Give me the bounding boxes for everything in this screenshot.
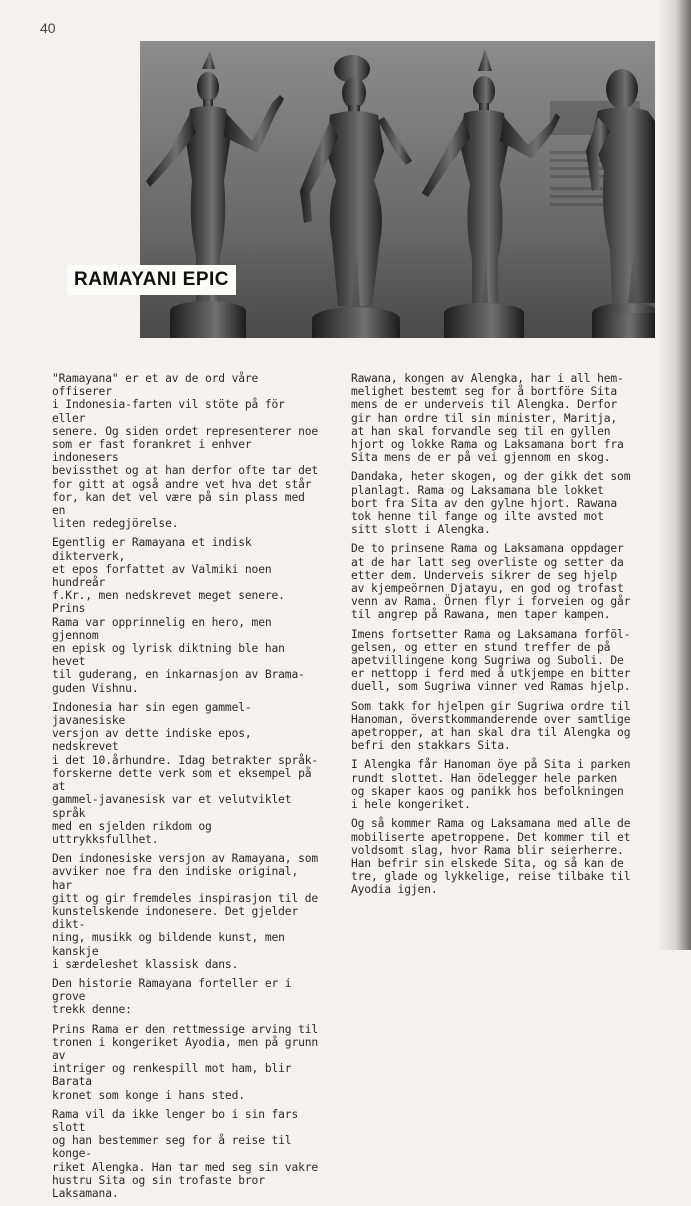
- paragraph: Den historie Ramayana forteller er i grove trekk denne:: [52, 976, 292, 1017]
- paragraph: Den indonesiske versjon av Ramayana, som avviker noe fra den indiske original, har gitt og gir fremdeles inspirasjon til de kunstelskende indonesere. Det gjelder dikt- ning, musikk og bildende kunst, men kanskje i særdeleshet klassisk dans.: [52, 852, 319, 971]
- paragraph: "Ramayana" er et av de ord våre offiserer i Indonesia-farten vil stöte på för eller senere. Og siden ordet representerer noe som er fast forankret i enhver indonesers bevissthet og at han derfor ofte tar det for gitt at også andre vet hva det står for, kan det vel være på sin plass med en liten redegjörelse.: [52, 372, 319, 531]
- paragraph: De to prinsene Rama og Laksamana oppdager at de har latt seg overliste og setter da etter dem. Underveis sikrer de seg hjelp av kjempeörnen Djatayu, en god og trofast venn av Rama. Örnen flyr i forveien og går til angrep på Rawana, men taper kampen.: [351, 542, 631, 622]
- paragraph: Rama vil da ikke lenger bo i sin fars slott og han bestemmer seg for å reise til konge- riket Alengka. Han tar med seg sin vakre hustru Sita og sin trofaste bror Laksamana.: [52, 1107, 319, 1200]
- paragraph: Og så kommer Rama og Laksamana med alle de mobiliserte apetroppene. Det kommer til et voldsomt slag, hvor Rama blir seierherre. Han befrir sin elskede Sita, og så kan de tre, glade og lykkelige, reise tilbake til Ayodia igjen.: [351, 817, 631, 897]
- paragraph: Indonesia har sin egen gammel-javanesiske versjon av dette indiske epos, nedskrevet i det 10.århundre. Idag betrakter språk- forskerne dette verk som et eksempel på at gammel-javanesisk var et velutviklet språk med en sjelden rikdom og uttrykksfullhet.: [52, 700, 319, 846]
- right-column: [351, 372, 631, 903]
- paragraph: Rawana, kongen av Alengka, har i all hem- melighet bestemt seg for å bortföre Sita mens de er underveis til Alengka. Derfor gir han ordre til sin minister, Maritja, at han skal forvandle seg til en gyllen hjort og lokke Rama og Laksamana bort fra Sita mens de er på vei gjennom en skog.: [351, 372, 624, 465]
- paragraph: Som takk for hjelpen gir Sugriwa ordre til Hanoman, överstkommanderende over samtlige apetropper, at han skal dra til Alengka og befri den stakkars Sita.: [351, 699, 631, 753]
- paragraph: Dandaka, heter skogen, og der gikk det som planlagt. Rama og Laksamana ble lokket bort fra Sita av den gylne hjort. Rawana tok henne til fange og ilte avsted mot sitt slott i Alengka.: [351, 470, 631, 537]
- caption-title: RAMAYANI EPIC: [67, 265, 236, 295]
- paragraph: Egentlig er Ramayana et indisk dikterverk, et epos forfattet av Valmiki noen hundreår f.Kr., men nedskrevet meget senere. Prins Rama var opprinnelig en hero, men gjennom en episk og lyrisk diktning ble han hevet til guderang, en inkarnasjon av Brama- guden Vishnu.: [52, 536, 305, 695]
- page-number: 40: [40, 20, 56, 36]
- left-column: [52, 372, 324, 1206]
- paragraph: I Alengka får Hanoman öye på Sita i parken rundt slottet. Han ödelegger hele parken og skaper kaos og panikk hos befolkningen i hele kongeriket.: [351, 758, 631, 812]
- paragraph: Prins Rama er den rettmessige arving til tronen i kongeriket Ayodia, men på grunn av intriger og renkespill mot ham, blir Barata kronet som konge i hans sted.: [52, 1022, 319, 1102]
- page-edge-shadow: [657, 0, 691, 950]
- paragraph: Imens fortsetter Rama og Laksamana forföl- gelsen, og etter en stund treffer de på apetvillingene kong Sugriwa og Suboli. De er nettopp i ferd med å utkjempe en bitter duell, som Sugriwa vinner ved Ramas hjelp.: [351, 627, 631, 694]
